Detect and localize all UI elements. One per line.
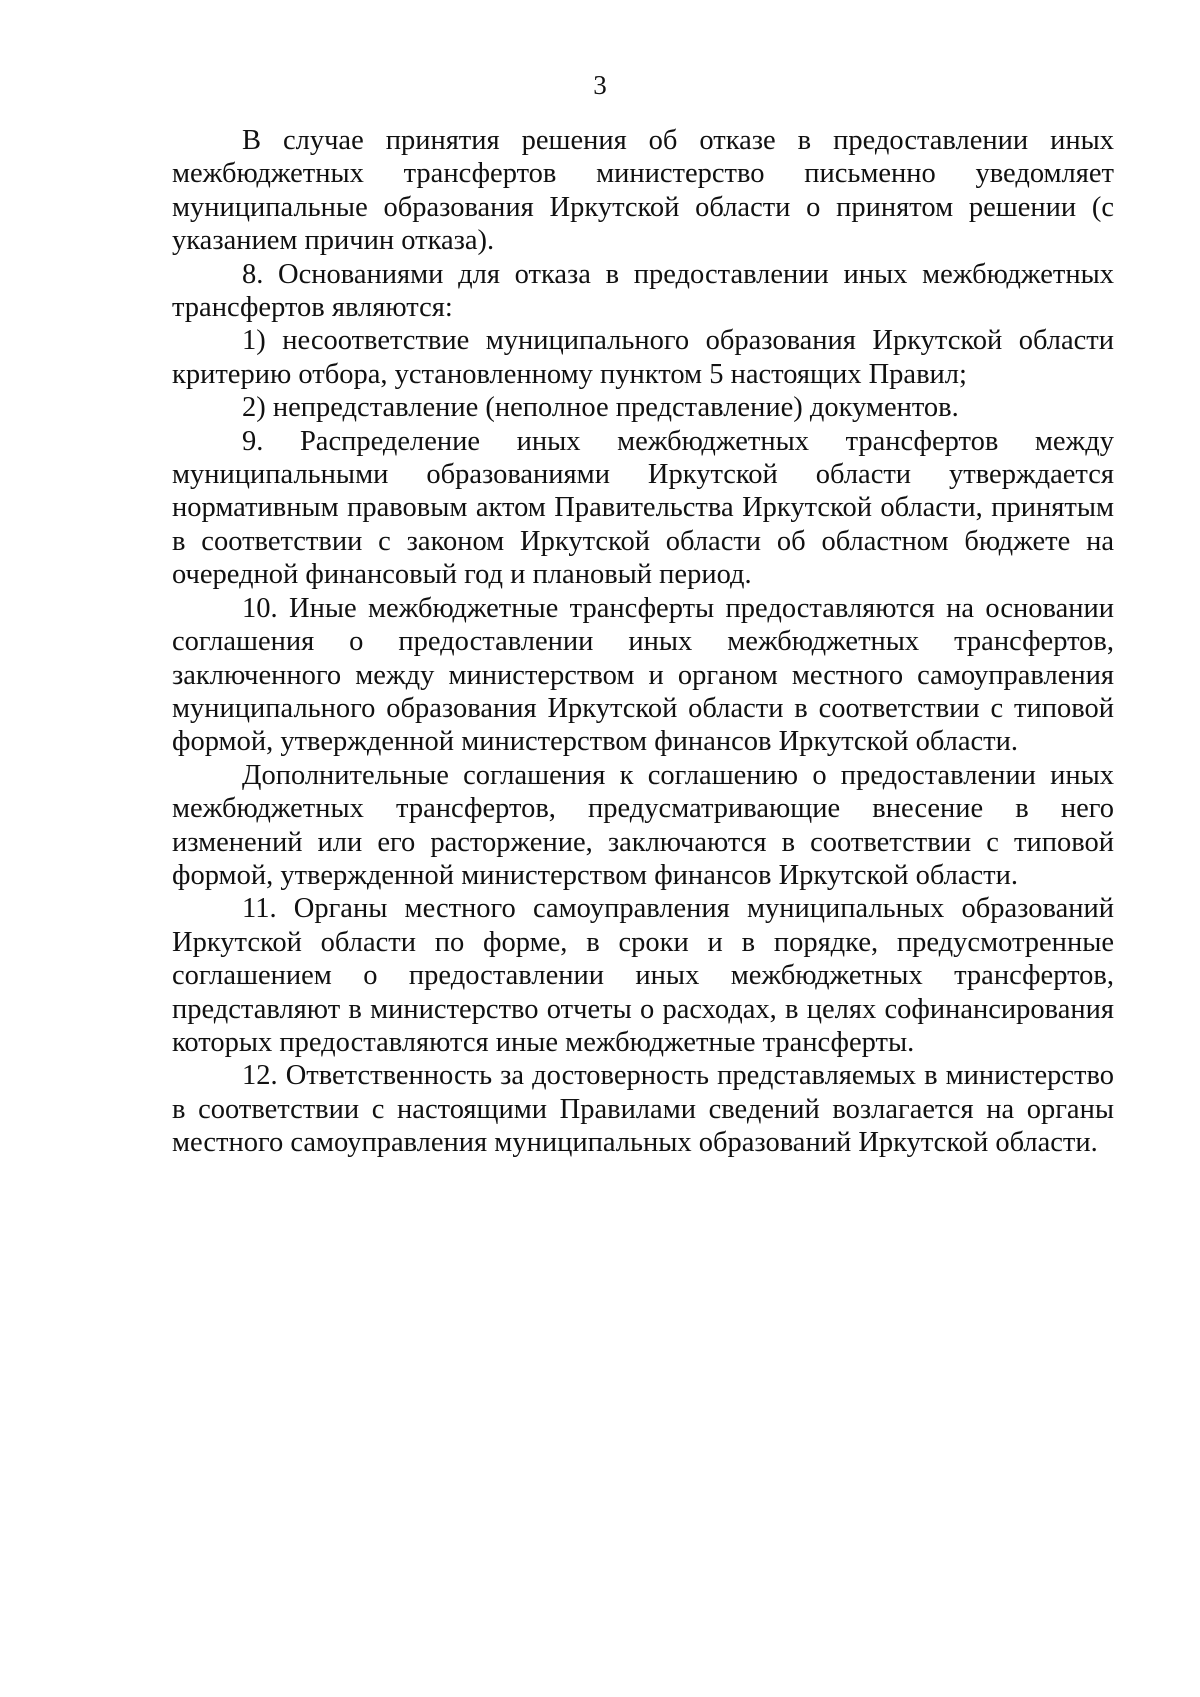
document-body	[172, 124, 1114, 1160]
paragraph-8-item-1: 1) несоответствие муниципального образования Иркутской области критерию отбора, установленному пунктом 5 настоящих Правил;	[172, 325, 1114, 390]
paragraph-9-distribution: 9. Распределение иных межбюджетных трансфертов между муниципальными образованиями Иркутской области утверждается нормативным правовым актом Правительства Иркутской области, принятым в соответствии с законом Иркутской области об областном бюджете на очередной финансовый год и плановый период.	[172, 425, 1114, 591]
paragraph-8-grounds: 8. Основаниями для отказа в предоставлении иных межбюджетных трансфертов являются:	[172, 258, 1114, 324]
paragraph-refusal-notice: В случае принятия решения об отказе в предоставлении иных межбюджетных трансфертов министерство письменно уведомляет муниципальные образования Иркутской области о принятом решении (с указанием причин отказа).	[172, 125, 1114, 257]
paragraph-8-item-2: 2) непредставление (неполное представление) документов.	[242, 392, 959, 424]
paragraph-12-responsibility: 12. Ответственность за достоверность представляемых в министерство в соответствии с настоящими Правилами сведений возлагается на органы местного самоуправления муниципальных образований Иркутской области.	[172, 1060, 1114, 1159]
page-number: 3	[593, 70, 607, 100]
paragraph-10-additional-agreements: Дополнительные соглашения к соглашению о предоставлении иных межбюджетных трансфертов, предусматривающие внесение в него изменений или его расторжение, заключаются в соответствии с типовой формой, утвержденной министерством финансов Иркутской области.	[172, 759, 1114, 891]
paragraph-11-reports: 11. Органы местного самоуправления муниципальных образований Иркутской области по форме, в сроки и в порядке, предусмотренные соглашением о предоставлении иных межбюджетных трансфертов, представляют в министерство отчеты о расходах, в целях софинансирования которых предоставляются иные межбюджетные трансферты.	[172, 893, 1114, 1058]
paragraph-10-agreement: 10. Иные межбюджетные трансферты предоставляются на основании соглашения о предоставлении иных межбюджетных трансфертов, заключенного между министерством и органом местного самоуправления муниципального образования Иркутской области в соответствии с типовой формой, утвержденной министерством финансов Иркутской области.	[172, 592, 1114, 758]
